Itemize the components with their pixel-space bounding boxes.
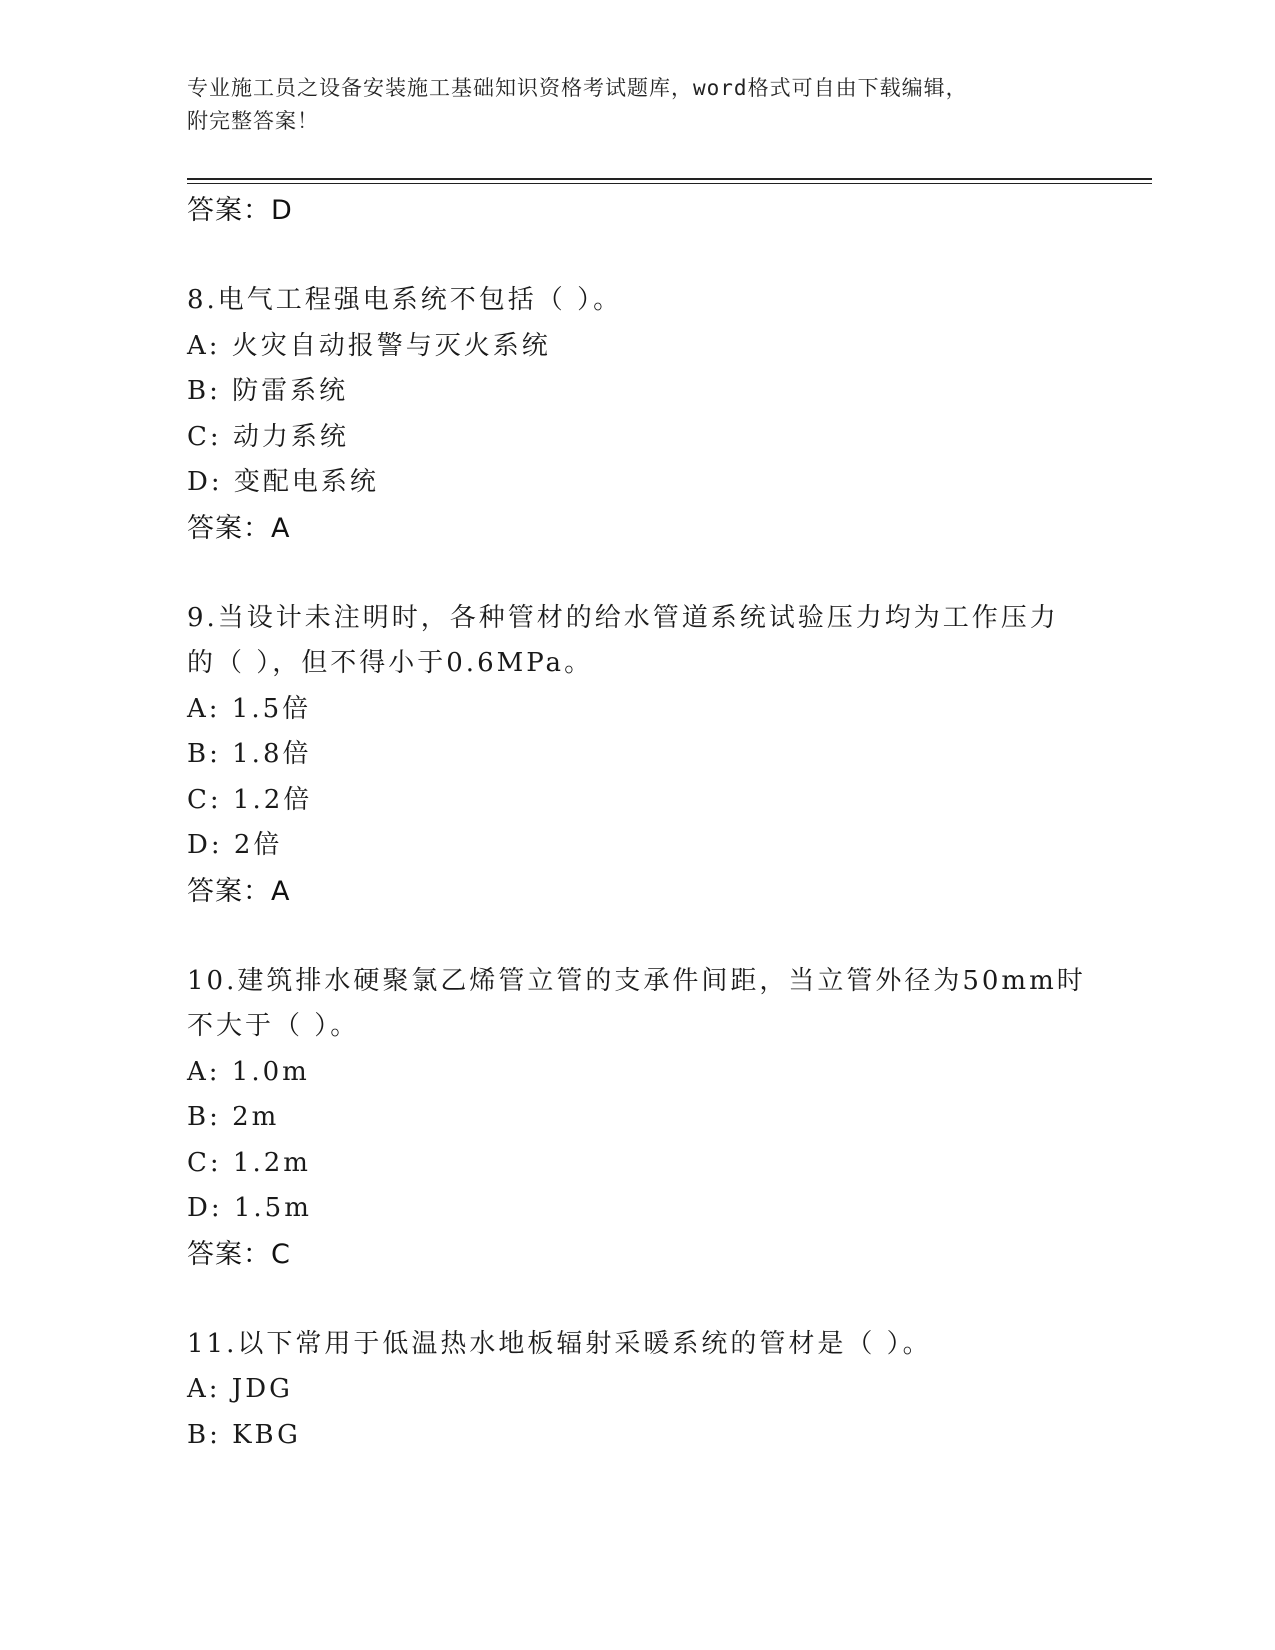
- document-header: [187, 72, 1047, 138]
- option-c: C: 动力系统: [187, 421, 349, 452]
- option-b: B: 1.8倍: [187, 739, 312, 769]
- option-c: C: 1.2倍: [187, 784, 313, 815]
- header-line-2: 附完整答案！: [187, 109, 319, 133]
- header-rule-thick: [187, 178, 1152, 180]
- option-a: A: 火灾自动报警与灭火系统: [187, 330, 551, 361]
- question-8: [187, 278, 1087, 552]
- option-b: B: 2m: [187, 1102, 280, 1132]
- previous-answer: 答案：D: [187, 195, 293, 226]
- option-d: D: 变配电系统: [187, 467, 379, 497]
- answer-label: 答案：A: [187, 875, 291, 907]
- option-b: B: KBG: [187, 1419, 301, 1450]
- question-text: 9.当设计未注明时，各种管材的给水管道系统试验压力均为工作压力: [187, 602, 1059, 633]
- question-text: 8.电气工程强电系统不包括（ ）。: [187, 285, 623, 315]
- question-9: [187, 596, 1087, 915]
- option-c: C: 1.2m: [187, 1147, 311, 1178]
- option-b: B: 防雷系统: [187, 376, 349, 406]
- answer-label: 答案：A: [187, 512, 291, 544]
- option-a: A: 1.5倍: [187, 693, 312, 724]
- answer-label: 答案：C: [187, 1238, 291, 1270]
- header-rule-thin: [187, 183, 1152, 184]
- question-list: [187, 188, 1087, 1458]
- header-line-1: 专业施工员之设备安装施工基础知识资格考试题库，word格式可自由下载编辑，: [187, 76, 968, 100]
- question-text: 11.以下常用于低温热水地板辐射采暖系统的管材是（ ）。: [187, 1328, 932, 1359]
- option-d: D: 2倍: [187, 830, 283, 860]
- question-10: [187, 959, 1087, 1278]
- option-d: D: 1.5m: [187, 1193, 312, 1223]
- option-a: A: 1.0m: [187, 1056, 310, 1087]
- question-text-continued: 的（ ），但不得小于0.6MPa。: [187, 648, 594, 678]
- question-text-continued: 不大于（ ）。: [187, 1011, 360, 1041]
- question-11: [187, 1322, 1087, 1459]
- question-text: 10.建筑排水硬聚氯乙烯管立管的支承件间距，当立管外径为50mm时: [187, 965, 1086, 996]
- option-a: A: JDG: [187, 1374, 293, 1404]
